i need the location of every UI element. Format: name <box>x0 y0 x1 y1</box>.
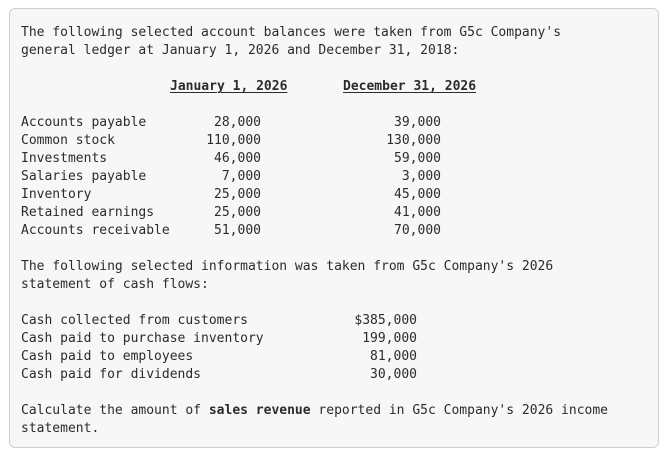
row-label: Retained earnings <box>21 205 155 220</box>
row-label: Accounts receivable <box>21 223 170 238</box>
row-jan-value: 7,000 <box>221 169 261 184</box>
row-dec-value: 39,000 <box>394 115 441 130</box>
cash-row-label: Cash paid to purchase inventory <box>21 331 264 346</box>
row-jan-value: 46,000 <box>214 151 261 166</box>
cash-row-amount: 30,000 <box>370 367 417 382</box>
row-label: Common stock <box>21 133 115 148</box>
question-paragraph <box>21 402 621 438</box>
row-jan-value: 25,000 <box>214 205 261 220</box>
row-jan-value: 25,000 <box>214 187 261 202</box>
question-text-before: Calculate the amount of <box>21 403 209 418</box>
cash-row-amount: $385,000 <box>354 313 417 328</box>
row-dec-value: 45,000 <box>394 187 441 202</box>
problem-card <box>9 8 659 448</box>
cash-row-amount: 81,000 <box>370 349 417 364</box>
row-label: Salaries payable <box>21 169 147 184</box>
row-jan-value: 28,000 <box>214 115 261 130</box>
row-dec-value: 3,000 <box>401 169 441 184</box>
row-dec-value: 130,000 <box>386 133 441 148</box>
row-label: Accounts payable <box>21 115 147 130</box>
cash-row-label: Cash collected from customers <box>21 313 248 328</box>
cash-row-amount: 199,000 <box>362 331 417 346</box>
row-label: Inventory <box>21 187 92 202</box>
cash-row-label: Cash paid to employees <box>21 349 194 364</box>
row-jan-value: 51,000 <box>214 223 261 238</box>
intro-paragraph: The following selected account balances were taken from G5c Company's general ledger at January 1, 2026 and December 31, 2018: <box>21 25 562 58</box>
row-dec-value: 59,000 <box>394 151 441 166</box>
question-text-after: reported in G5c Company's 2026 income statement. <box>21 403 609 436</box>
row-label: Investments <box>21 151 108 166</box>
cash-row-label: Cash paid for dividends <box>21 367 202 382</box>
column-header-december: December 31, 2026 <box>343 79 477 94</box>
question-emphasis: sales revenue <box>208 403 311 418</box>
column-header-january: January 1, 2026 <box>170 79 288 94</box>
row-dec-value: 41,000 <box>394 205 441 220</box>
cash-flow-intro: The following selected information was taken from G5c Company's 2026 statement of cash flows: <box>21 259 554 292</box>
row-jan-value: 110,000 <box>206 133 261 148</box>
row-dec-value: 70,000 <box>394 223 441 238</box>
